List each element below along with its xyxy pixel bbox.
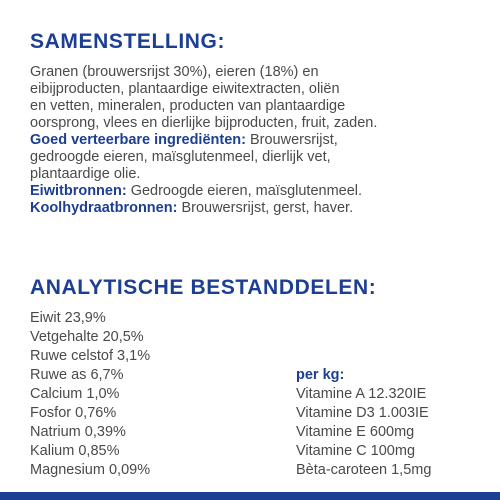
constituent-row: Fosfor 0,76% (30, 405, 117, 421)
per-kg-label: per kg: (296, 367, 345, 383)
carb-sources-paragraph (30, 200, 490, 217)
analytical-constituents-list (30, 309, 150, 480)
bottom-accent-bar (0, 492, 500, 500)
constituent-row: Vetgehalte 20,5% (30, 329, 144, 345)
constituent-row: Magnesium 0,09% (30, 462, 151, 478)
digestible-ingredients-text: Brouwersrijst, gedroogde eieren, maïsglutenmeel, dierlijk vet, plantaardige olie. (30, 132, 338, 182)
protein-sources-paragraph (30, 183, 490, 200)
protein-sources-text: Gedroogde eieren, maïsglutenmeel. (126, 183, 363, 199)
beta-carotene-row: Bèta-caroteen 1,5mg (296, 462, 432, 478)
vitamin-row: Vitamine E 600mg (296, 424, 415, 440)
carb-sources-text: Brouwersrijst, gerst, haver. (177, 200, 354, 216)
per-kg-list (296, 366, 431, 480)
composition-heading: SAMENSTELLING: (30, 30, 226, 53)
analytical-heading: ANALYTISCHE BESTANDDELEN: (30, 276, 377, 299)
digestible-ingredients-paragraph (30, 132, 490, 183)
constituent-row: Ruwe as 6,7% (30, 367, 124, 383)
constituent-row: Natrium 0,39% (30, 424, 126, 440)
digestible-ingredients-label: Goed verteerbare ingrediënten: (30, 132, 246, 148)
vitamin-row: Vitamine C 100mg (296, 443, 416, 459)
vitamin-row: Vitamine D3 1.003IE (296, 405, 429, 421)
constituent-row: Calcium 1,0% (30, 386, 120, 402)
carb-sources-label: Koolhydraatbronnen: (30, 200, 178, 216)
protein-sources-label: Eiwitbronnen: (30, 183, 127, 199)
composition-section (30, 64, 490, 217)
constituent-row: Eiwit 23,9% (30, 310, 106, 326)
constituent-row: Kalium 0,85% (30, 443, 120, 459)
vitamin-row: Vitamine A 12.320IE (296, 386, 427, 402)
composition-intro: Granen (brouwersrijst 30%), eieren (18%) en eibijproducten, plantaardige eiwitextracten, oliën en vetten, mineralen, producten van plantaardige oorsprong, vlees en dierlijke bijproducten, fruit, zaden. (30, 64, 378, 131)
constituent-row: Ruwe celstof 3,1% (30, 348, 151, 364)
